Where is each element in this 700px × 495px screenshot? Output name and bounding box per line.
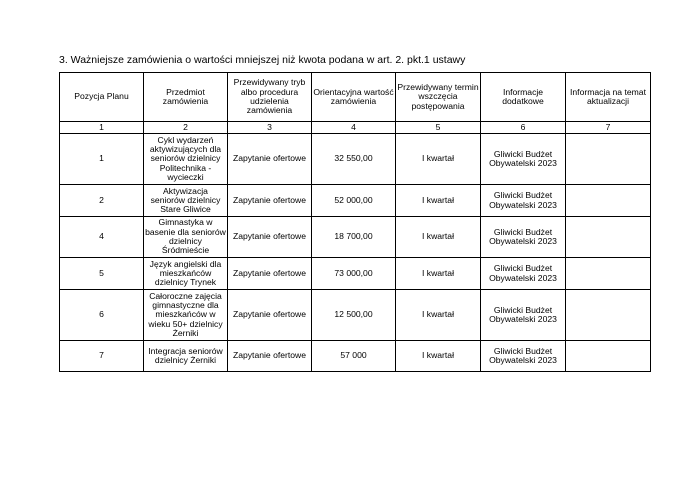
column-number: 4 bbox=[312, 122, 396, 134]
table-row bbox=[60, 134, 651, 185]
cell-wartosc: 57 000 bbox=[312, 341, 396, 372]
cell-pozycja: 4 bbox=[60, 217, 144, 258]
table-row bbox=[60, 185, 651, 217]
cell-info: Gliwicki Budżet Obywatelski 2023 bbox=[481, 134, 566, 185]
cell-termin: I kwartał bbox=[396, 185, 481, 217]
table-row bbox=[60, 258, 651, 290]
cell-pozycja: 6 bbox=[60, 290, 144, 341]
cell-aktualizacja bbox=[566, 217, 651, 258]
table-row bbox=[60, 217, 651, 258]
cell-przedmiot: Aktywizacja seniorów dzielnicy Stare Gliwice bbox=[144, 185, 228, 217]
column-number: 6 bbox=[481, 122, 566, 134]
cell-tryb: Zapytanie ofertowe bbox=[228, 290, 312, 341]
cell-pozycja: 7 bbox=[60, 341, 144, 372]
cell-termin: I kwartał bbox=[396, 258, 481, 290]
cell-wartosc: 73 000,00 bbox=[312, 258, 396, 290]
cell-tryb: Zapytanie ofertowe bbox=[228, 217, 312, 258]
column-number: 7 bbox=[566, 122, 651, 134]
column-number: 3 bbox=[228, 122, 312, 134]
cell-przedmiot: Gimnastyka w basenie dla seniorów dzielnicy Śródmieście bbox=[144, 217, 228, 258]
column-number: 1 bbox=[60, 122, 144, 134]
procurement-table bbox=[59, 72, 651, 372]
column-header: Przewidywany termin wszczęcia postępowania bbox=[396, 73, 481, 122]
table-row bbox=[60, 290, 651, 341]
column-header: Przedmiot zamówienia bbox=[144, 73, 228, 122]
column-header: Przewidywany tryb albo procedura udzielenia zamówienia bbox=[228, 73, 312, 122]
section-heading: 3. Ważniejsze zamówienia o wartości mniejszej niż kwota podana w art. 2. pkt.1 ustawy bbox=[59, 54, 466, 66]
cell-wartosc: 18 700,00 bbox=[312, 217, 396, 258]
cell-pozycja: 5 bbox=[60, 258, 144, 290]
cell-przedmiot: Integracja seniorów dzielnicy Żerniki bbox=[144, 341, 228, 372]
cell-pozycja: 2 bbox=[60, 185, 144, 217]
cell-wartosc: 52 000,00 bbox=[312, 185, 396, 217]
cell-info: Gliwicki Budżet Obywatelski 2023 bbox=[481, 258, 566, 290]
cell-aktualizacja bbox=[566, 290, 651, 341]
table-header-row bbox=[60, 73, 651, 122]
cell-info: Gliwicki Budżet Obywatelski 2023 bbox=[481, 290, 566, 341]
cell-termin: I kwartał bbox=[396, 217, 481, 258]
column-number: 5 bbox=[396, 122, 481, 134]
cell-tryb: Zapytanie ofertowe bbox=[228, 341, 312, 372]
column-header: Informacja na temat aktualizacji bbox=[566, 73, 651, 122]
cell-tryb: Zapytanie ofertowe bbox=[228, 134, 312, 185]
cell-aktualizacja bbox=[566, 341, 651, 372]
cell-termin: I kwartał bbox=[396, 290, 481, 341]
column-header: Pozycja Planu bbox=[60, 73, 144, 122]
cell-aktualizacja bbox=[566, 185, 651, 217]
cell-przedmiot: Cykl wydarzeń aktywizujących dla seniorów dzielnicy Politechnika - wycieczki bbox=[144, 134, 228, 185]
cell-info: Gliwicki Budżet Obywatelski 2023 bbox=[481, 185, 566, 217]
cell-przedmiot: Język angielski dla mieszkańców dzielnicy Trynek bbox=[144, 258, 228, 290]
cell-pozycja: 1 bbox=[60, 134, 144, 185]
cell-termin: I kwartał bbox=[396, 134, 481, 185]
cell-aktualizacja bbox=[566, 134, 651, 185]
column-header: Orientacyjna wartość zamówienia bbox=[312, 73, 396, 122]
table-row bbox=[60, 341, 651, 372]
cell-info: Gliwicki Budżet Obywatelski 2023 bbox=[481, 217, 566, 258]
cell-aktualizacja bbox=[566, 258, 651, 290]
cell-przedmiot: Całoroczne zajęcia gimnastyczne dla mieszkańców w wieku 50+ dzielnicy Żerniki bbox=[144, 290, 228, 341]
cell-tryb: Zapytanie ofertowe bbox=[228, 185, 312, 217]
cell-wartosc: 12 500,00 bbox=[312, 290, 396, 341]
cell-termin: I kwartał bbox=[396, 341, 481, 372]
column-number: 2 bbox=[144, 122, 228, 134]
column-number-row bbox=[60, 122, 651, 134]
cell-info: Gliwicki Budżet Obywatelski 2023 bbox=[481, 341, 566, 372]
cell-tryb: Zapytanie ofertowe bbox=[228, 258, 312, 290]
cell-wartosc: 32 550,00 bbox=[312, 134, 396, 185]
column-header: Informacje dodatkowe bbox=[481, 73, 566, 122]
